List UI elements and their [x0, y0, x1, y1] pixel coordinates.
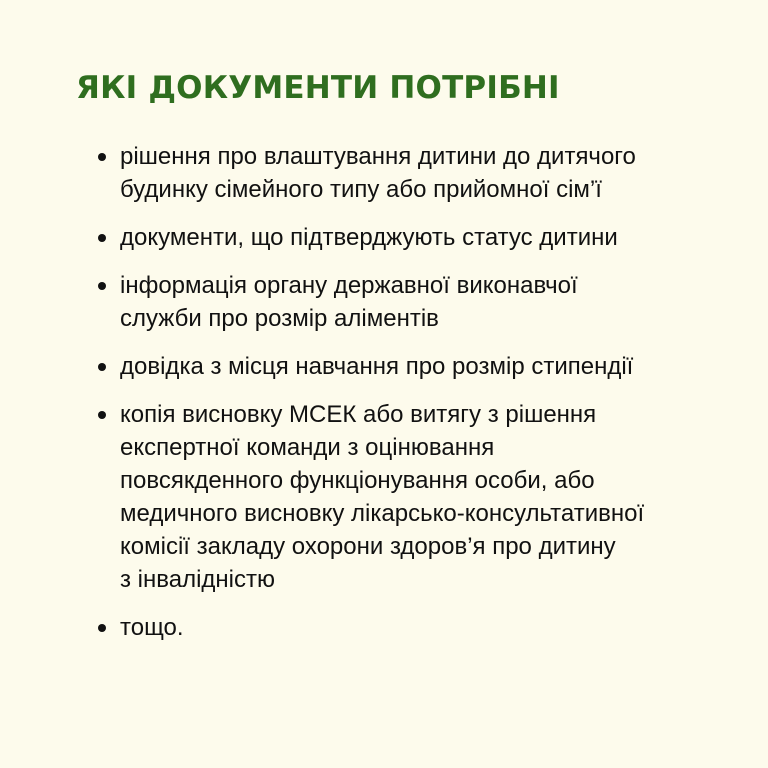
list-item — [98, 140, 718, 206]
list-item-line: медичного висновку лікарсько-консультативної — [120, 500, 645, 527]
list-item-line: з інвалідністю — [120, 566, 276, 593]
list-item-line: будинку сімейного типу або прийомної сім’ї — [120, 176, 602, 203]
list-item — [98, 611, 718, 644]
list-item-line: документи, що підтверджують статус дитини — [120, 224, 618, 251]
bullet-icon — [98, 363, 106, 371]
list-item-line: експертної команди з оцінювання — [120, 434, 495, 461]
list-item-line: служби про розмір аліментів — [120, 305, 439, 332]
list-item — [98, 350, 718, 383]
bullet-icon — [98, 624, 106, 632]
list-item-line: тощо. — [120, 614, 184, 641]
list-item — [98, 269, 718, 335]
list-item-line: копія висновку МСЕК або витягу з рішення — [120, 401, 597, 428]
list-item-line: інформація органу державної виконавчої — [120, 272, 578, 299]
documents-list — [98, 140, 718, 659]
page-title: ЯКІ ДОКУМЕНТИ ПОТРІБНІ — [76, 70, 560, 106]
bullet-icon — [98, 234, 106, 242]
bullet-icon — [98, 411, 106, 419]
list-item-line: повсякденного функціонування особи, або — [120, 467, 595, 494]
bullet-icon — [98, 153, 106, 161]
list-item-line: комісії закладу охорони здоров’я про дитину — [120, 533, 616, 560]
bullet-icon — [98, 282, 106, 290]
list-item — [98, 221, 718, 254]
list-item-line: довідка з місця навчання про розмір стипендії — [120, 353, 634, 380]
list-item-line: рішення про влаштування дитини до дитячого — [120, 143, 636, 170]
list-item — [98, 398, 718, 596]
